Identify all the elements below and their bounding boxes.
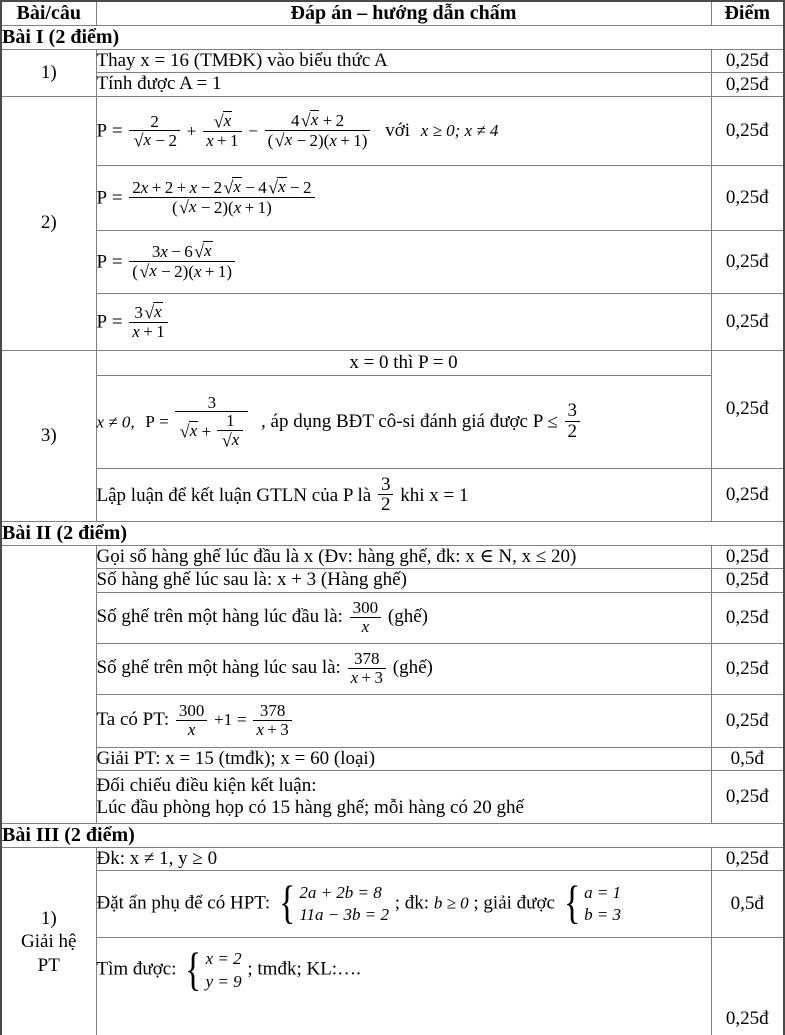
conclusion-gtln <box>96 468 711 521</box>
answer-two-line <box>96 771 711 824</box>
table-row <box>1 375 784 468</box>
table-row <box>1 50 784 73</box>
answer-with-fraction-300-over-x <box>96 592 711 643</box>
formula-P-definition: P = $\frac{2}{√x - 2}$ + $\frac{√x}{x + 1}$ − $\frac{4√x + 2}{(√x - 2)(x + 1)}$ với x ≥ 0; x ≠ 4 <box>96 96 711 165</box>
table-row <box>1 165 784 230</box>
solution-a: a = 1 <box>584 883 622 903</box>
frac-denominator: x <box>187 720 196 740</box>
points-value: 0,25đ <box>711 545 784 568</box>
answer-line-1: Đối chiếu điều kiện kết luận: <box>96 774 317 796</box>
fraction-expanded: $\frac{2x + 2 + x - 2√x - 4√x - 2}{(√x - 2)(x + 1)}$ <box>129 178 314 218</box>
table-row <box>1 771 784 824</box>
formula-lhs: P = <box>96 311 123 333</box>
points-value: 0,25đ <box>711 350 784 468</box>
answer-text: Gọi số hàng ghế lúc đầu là x (Đv: hàng ghế, đk: x ∈ N, x ≤ 20) <box>96 545 711 568</box>
table-row <box>1 545 784 568</box>
group-label-empty <box>1 545 96 823</box>
points-value: 0,25đ <box>711 938 784 1035</box>
answer-text-a: Số ghế trên một hàng lúc đầu là: <box>96 606 343 628</box>
points-value: 0,25đ <box>711 293 784 350</box>
table-row <box>1 230 784 293</box>
cosi-explanation: , áp dụng BĐT cô-si đánh giá được P <box>261 411 543 433</box>
answer-with-fraction-378-over-xp3 <box>96 643 711 694</box>
solution-x: x = 2 <box>205 949 242 969</box>
frac-numerator: 378 <box>253 702 291 721</box>
condition-b: b ≥ 0 <box>433 893 469 913</box>
conclusion-text-b: khi x = 1 <box>400 484 469 506</box>
fraction-300-over-x <box>176 702 208 738</box>
section-title-bai-3: Bài III (2 điểm) <box>1 824 784 848</box>
points-value: 0,25đ <box>711 50 784 73</box>
fraction-sqrtx-over-x-plus-1: $\frac{√x}{x + 1}$ <box>203 112 241 150</box>
curly-brace-icon: { <box>563 878 580 930</box>
conclusion-text-a: Lập luận để kết luận GTLN của P là <box>96 484 372 506</box>
group-label-giai-he-pt <box>1 848 96 1035</box>
answer-text: Tính được A = 1 <box>96 73 711 96</box>
system-solution-xy <box>182 944 242 996</box>
answer-final-solution <box>96 938 711 1035</box>
table-row <box>1 938 784 1035</box>
frac-denominator: x <box>361 617 370 637</box>
system-equation-2: 11a − 3b = 2 <box>299 905 389 925</box>
table-row <box>1 96 784 165</box>
answer-text-a: Tìm được: <box>96 958 177 980</box>
table-row <box>1 747 784 770</box>
equation-row <box>96 694 711 747</box>
header-cell-diem: Điểm <box>711 1 784 26</box>
curly-brace-icon: { <box>185 944 202 996</box>
table-row <box>1 468 784 521</box>
points-value: 0,25đ <box>711 230 784 293</box>
points-value: 0,25đ <box>711 771 784 824</box>
answer-system-of-equations <box>96 871 711 938</box>
group-label-line-3: PT <box>37 955 60 977</box>
formula-P-simplified <box>96 293 711 350</box>
fraction-4sqrtx-plus-2-over-product: $\frac{4√x + 2}{(√x - 2)(x + 1)}$ <box>265 111 371 151</box>
condition-x: x ≥ 0; x ≠ 4 <box>420 121 499 141</box>
section-title-bai-1: Bài I (2 điểm) <box>1 26 784 50</box>
fraction-3-over-sqrtx-plus-inv: 3 √x + $\frac{1}{√x}$ <box>175 394 248 451</box>
points-value: 0,25đ <box>711 569 784 592</box>
voi-label: với <box>385 120 411 142</box>
fraction-378-over-x-plus-3: $\frac{378}{x + 3}$ <box>253 702 291 738</box>
plus-one: +1 <box>214 710 233 730</box>
points-value: 0,25đ <box>711 643 784 694</box>
table-row <box>1 350 784 375</box>
formula-lhs: P = <box>96 251 123 273</box>
section-header-bai-2 <box>1 521 784 545</box>
group-label-2: 2) <box>1 96 96 350</box>
group-label-line-1: 1) <box>40 907 57 929</box>
le-operator: ≤ <box>547 411 558 433</box>
frac-denominator: 2 <box>567 421 578 443</box>
solution-b: b = 3 <box>584 905 622 925</box>
table-row <box>1 293 784 350</box>
answer-text: x = 0 thì P = 0 <box>96 350 711 375</box>
fraction-3x-minus-6sqrtx: $\frac{3x - 6√x}{(√x - 2)(x + 1)}$ <box>129 242 235 282</box>
answer-text: Giải PT: x = 15 (tmđk); x = 60 (loại) <box>96 747 711 770</box>
answer-text: Đk: x ≠ 1, y ≥ 0 <box>96 848 711 871</box>
fraction-300-over-x <box>350 599 382 635</box>
points-value: 0,5đ <box>711 871 784 938</box>
frac-numerator: 378 <box>348 650 386 669</box>
points-value: 0,25đ <box>711 73 784 96</box>
system-solution-ab <box>561 878 622 930</box>
answer-text-b: (ghế) <box>392 657 433 679</box>
formula-P-factored <box>96 230 711 293</box>
equation-label: Ta có PT: <box>96 709 170 731</box>
table-row <box>1 643 784 694</box>
frac-numerator: 300 <box>350 599 382 618</box>
fraction-3sqrtx-over-x-plus-1: $\frac{3√x}{x + 1}$ <box>129 303 167 341</box>
formula-lhs: P = <box>96 120 123 142</box>
section-header-bai-3 <box>1 824 784 848</box>
fraction-1-over-sqrtx: $\frac{1}{√x}$ <box>217 412 243 450</box>
answer-text-a: Số ghế trên một hàng lúc sau là: <box>96 657 341 679</box>
answer-text-b: (ghế) <box>387 606 429 628</box>
frac-denominator: 2 <box>380 494 391 516</box>
answer-text-b: ; đk: <box>394 892 430 914</box>
points-value: 0,25đ <box>711 592 784 643</box>
formula-lhs: P = <box>96 187 123 209</box>
fraction-2-over-sqrtx-minus-2: $\frac{2}{√x - 2}$ <box>129 113 180 151</box>
x-not-zero: x ≠ 0, <box>96 412 135 432</box>
equals-sign: = <box>237 710 247 730</box>
answer-text: Thay x = 16 (TMĐK) vào biểu thức A <box>96 50 711 73</box>
curly-brace-icon: { <box>279 878 296 930</box>
points-value: 0,25đ <box>711 848 784 871</box>
points-value: 0,25đ <box>711 694 784 747</box>
formula-P-expanded <box>96 165 711 230</box>
section-title-bai-2: Bài II (2 điểm) <box>1 521 784 545</box>
system-hpt-ab <box>276 878 389 930</box>
frac-numerator: 3 <box>565 401 581 422</box>
table-row <box>1 592 784 643</box>
group-label-1: 1) <box>1 50 96 97</box>
group-label-3: 3) <box>1 350 96 521</box>
points-value: 0,25đ <box>711 165 784 230</box>
group-label-line-2: Giải hệ <box>21 931 77 953</box>
frac-numerator: 3 <box>378 475 394 496</box>
answer-text-c: ; giải được <box>473 892 555 914</box>
header-cell-bai-cau: Bài/câu <box>1 1 96 26</box>
section-header-bai-1 <box>1 26 784 50</box>
answer-text-b: ; tmđk; KL:…. <box>247 958 361 980</box>
frac-numerator: 300 <box>176 702 208 721</box>
table-row <box>1 73 784 96</box>
points-value: 0,25đ <box>711 468 784 521</box>
answer-text: Số hàng ghế lúc sau là: x + 3 (Hàng ghế) <box>96 569 711 592</box>
table-row <box>1 871 784 938</box>
header-cell-dap-an: Đáp án – hướng dẫn chấm <box>96 1 711 26</box>
points-value: 0,25đ <box>711 96 784 165</box>
formula-cosi-inequality: x ≠ 0, P = 3 √x + $\frac{1}{√x}$ , áp dụng BĐT cô-si đánh giá được P ≤ $\frac{3}{2}$ <box>96 375 711 468</box>
fraction-3-over-2 <box>565 401 581 442</box>
table-row <box>1 569 784 592</box>
points-value: 0,5đ <box>711 747 784 770</box>
fraction-378-over-x-plus-3: $\frac{378}{x + 3}$ <box>348 650 386 686</box>
table-header-row <box>1 1 784 26</box>
table-row <box>1 848 784 871</box>
table-row <box>1 694 784 747</box>
answer-text-a: Đặt ẩn phụ để có HPT: <box>96 892 271 914</box>
system-equation-1: 2a + 2b = 8 <box>299 883 382 903</box>
solution-y: y = 9 <box>205 971 242 991</box>
answer-line-2: Lúc đầu phòng họp có 15 hàng ghế; mỗi hàng có 20 ghế <box>96 797 524 819</box>
fraction-3-over-2 <box>378 475 394 516</box>
